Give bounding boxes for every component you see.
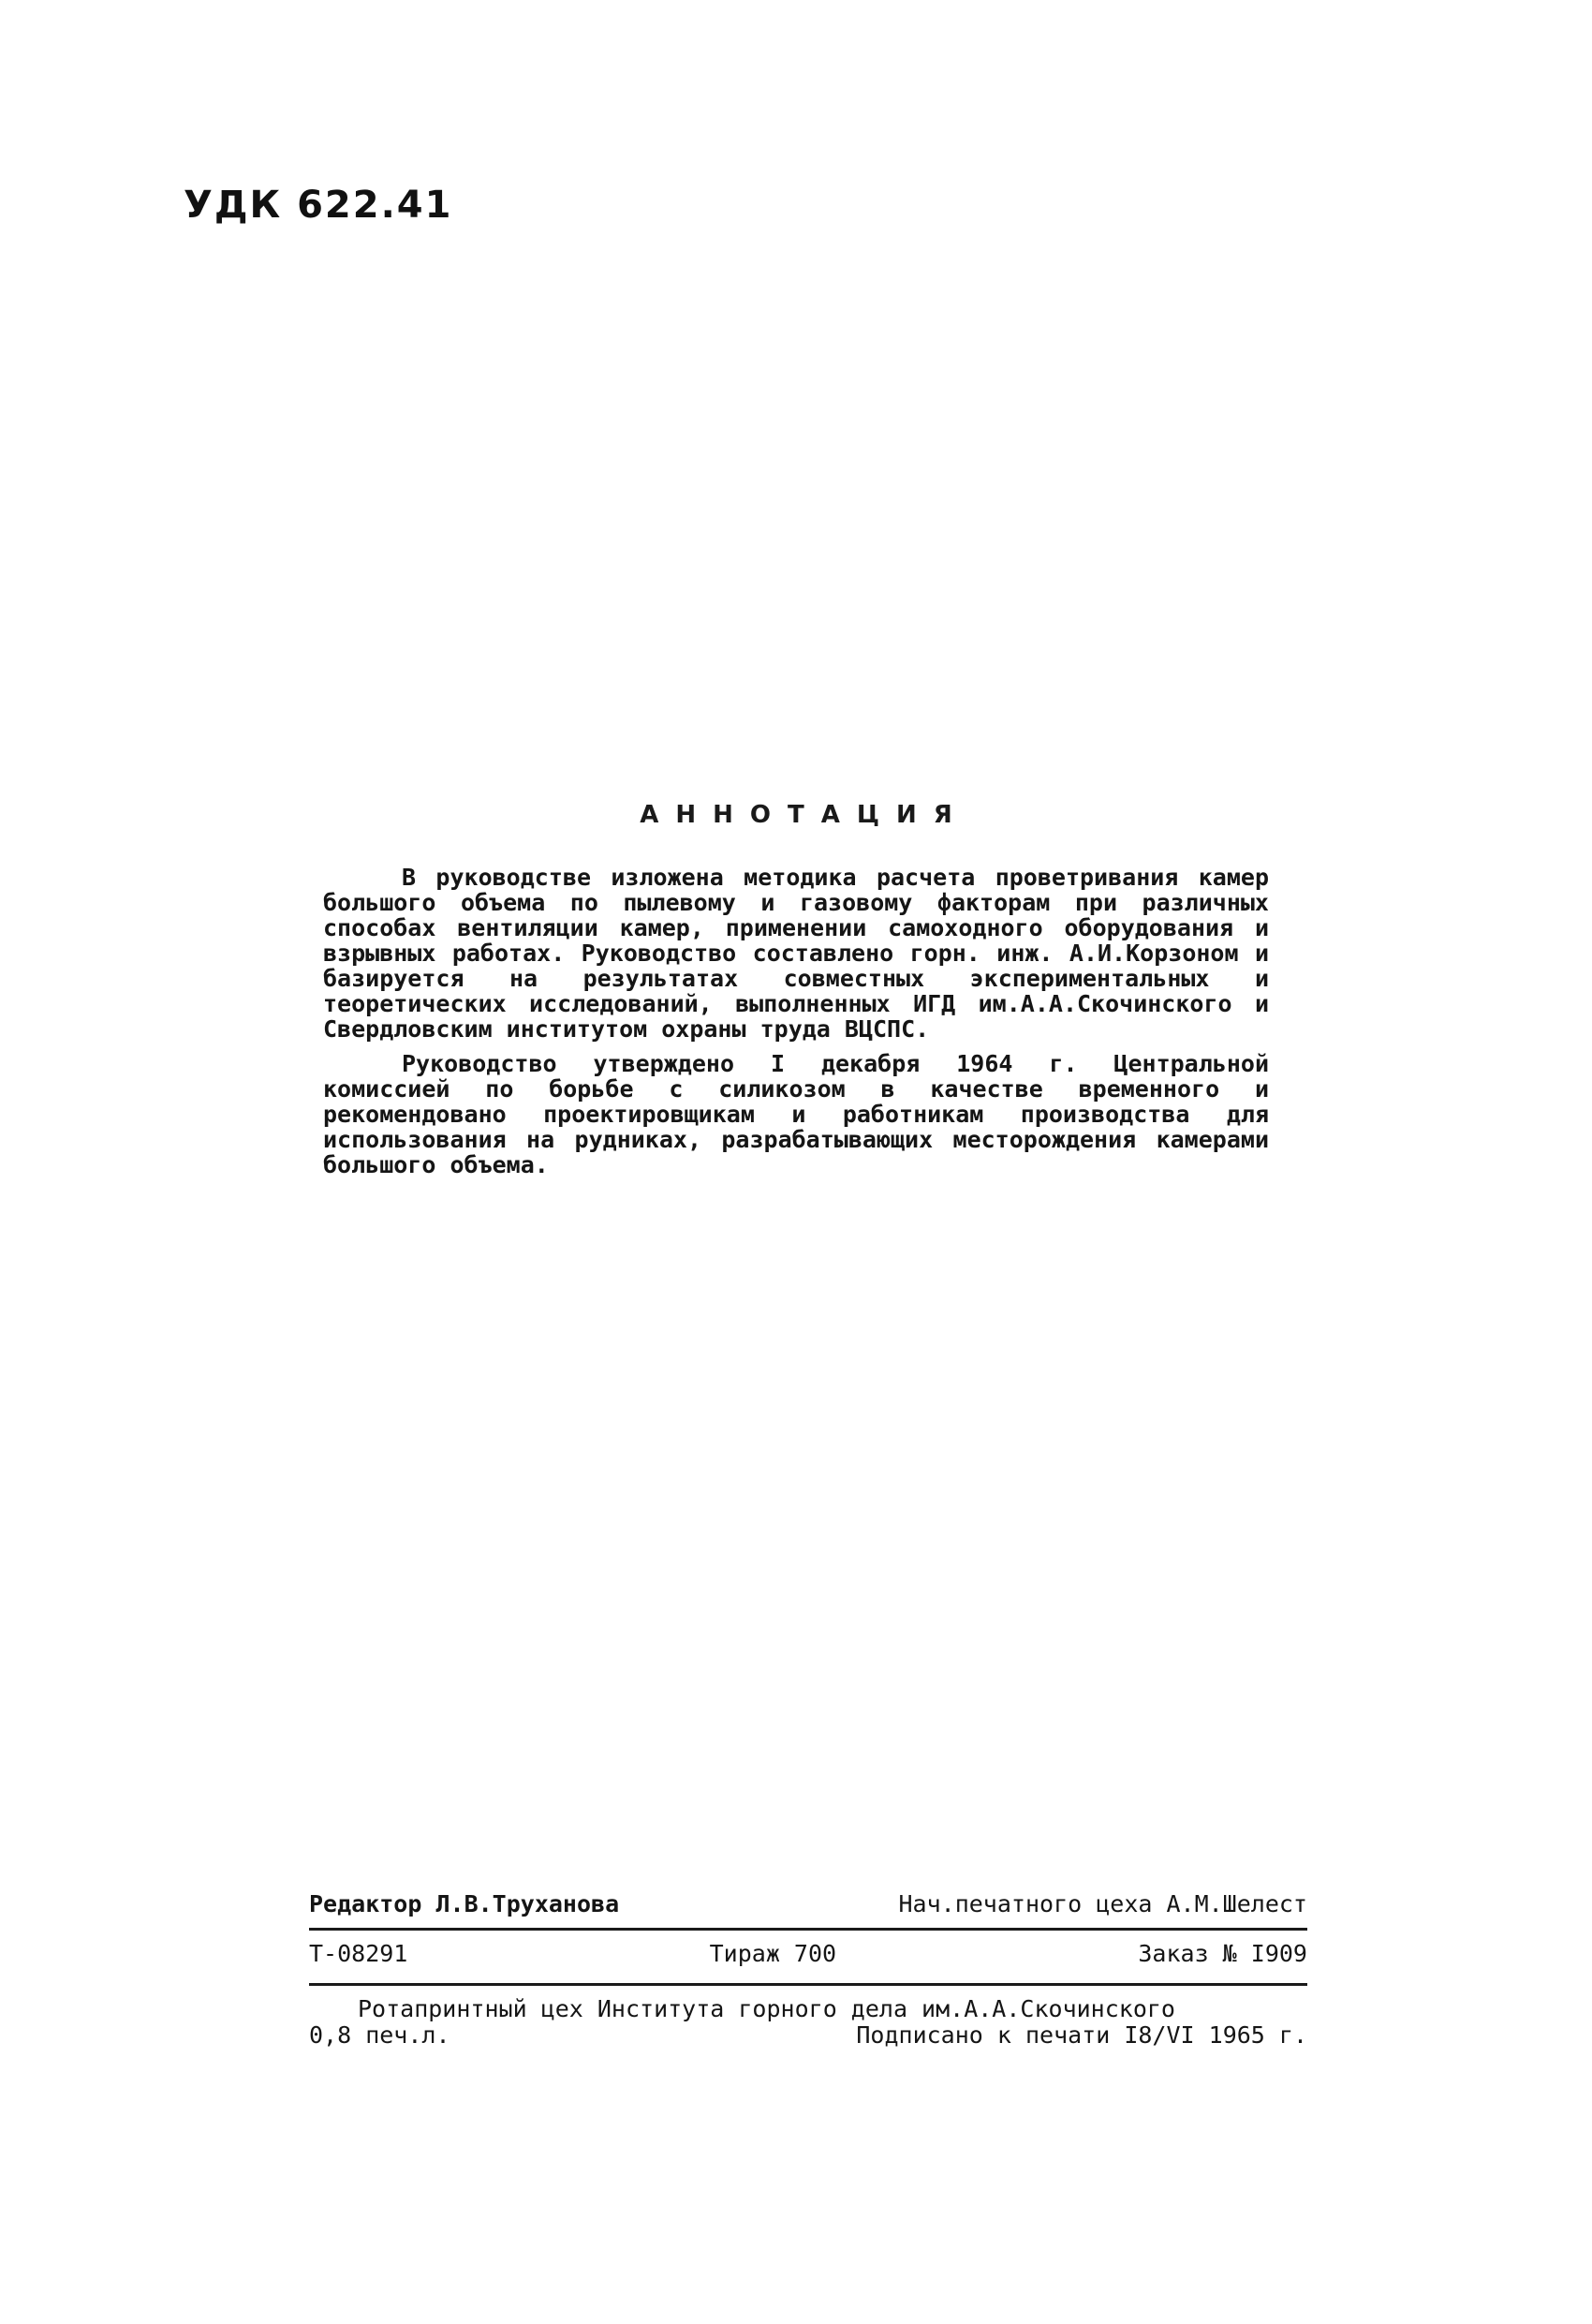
publication-code: Т-08291 — [309, 1940, 408, 1967]
signed-date: Подписано к печати I8/VI 1965 г. — [856, 2021, 1307, 2049]
annotation-section — [323, 801, 1269, 1187]
imprint-row-numbers — [309, 1940, 1307, 1983]
print-run: Тираж 700 — [709, 1940, 837, 1967]
annotation-paragraph-2: Руководство утверждено I декабря 1964 г. Центральной комиссией по борьбе с силикозом в качестве временного и рекомендовано проектировщикам и работникам производства для использования на рудниках, разрабатывающих месторождения камерами большого объема. — [323, 1050, 1269, 1178]
print-workshop: Ротапринтный цех Института горного дела им.А.А.Скочинского — [358, 1995, 1175, 2022]
annotation-paragraph-1: В руководстве изложена методика расчета проветривания камер большого объема по пылевому и газовому факторам при различных способах вентиляции камер, применении самоходного оборудования и взрывных работах. Руководство составлено горн. инж. А.И.Корзоном и базируется на результатах совместных экспериментальных и теоретических исследований, выполненных ИГД им.А.А.Скочинского и Свердловским институтом охраны труда ВЦСПС. — [323, 864, 1269, 1043]
order-number: Заказ № I909 — [1138, 1940, 1307, 1967]
imprint-rule-top — [309, 1928, 1307, 1931]
print-head-credit: Нач.печатного цеха А.М.Шелест — [898, 1890, 1307, 1917]
print-volume: 0,8 печ.л. — [309, 2021, 450, 2049]
imprint-row-signed — [309, 2021, 1307, 2048]
imprint-block — [309, 1890, 1307, 2048]
imprint-row-staff — [309, 1890, 1307, 1928]
imprint-row-workshop — [309, 1995, 1307, 2021]
udk-code: УДК 622.41 — [184, 184, 453, 227]
editor-credit: Редактор Л.В.Труханова — [309, 1890, 620, 1917]
annotation-title: АННОТАЦИЯ — [640, 801, 969, 829]
imprint-rule-bottom — [309, 1983, 1307, 1986]
